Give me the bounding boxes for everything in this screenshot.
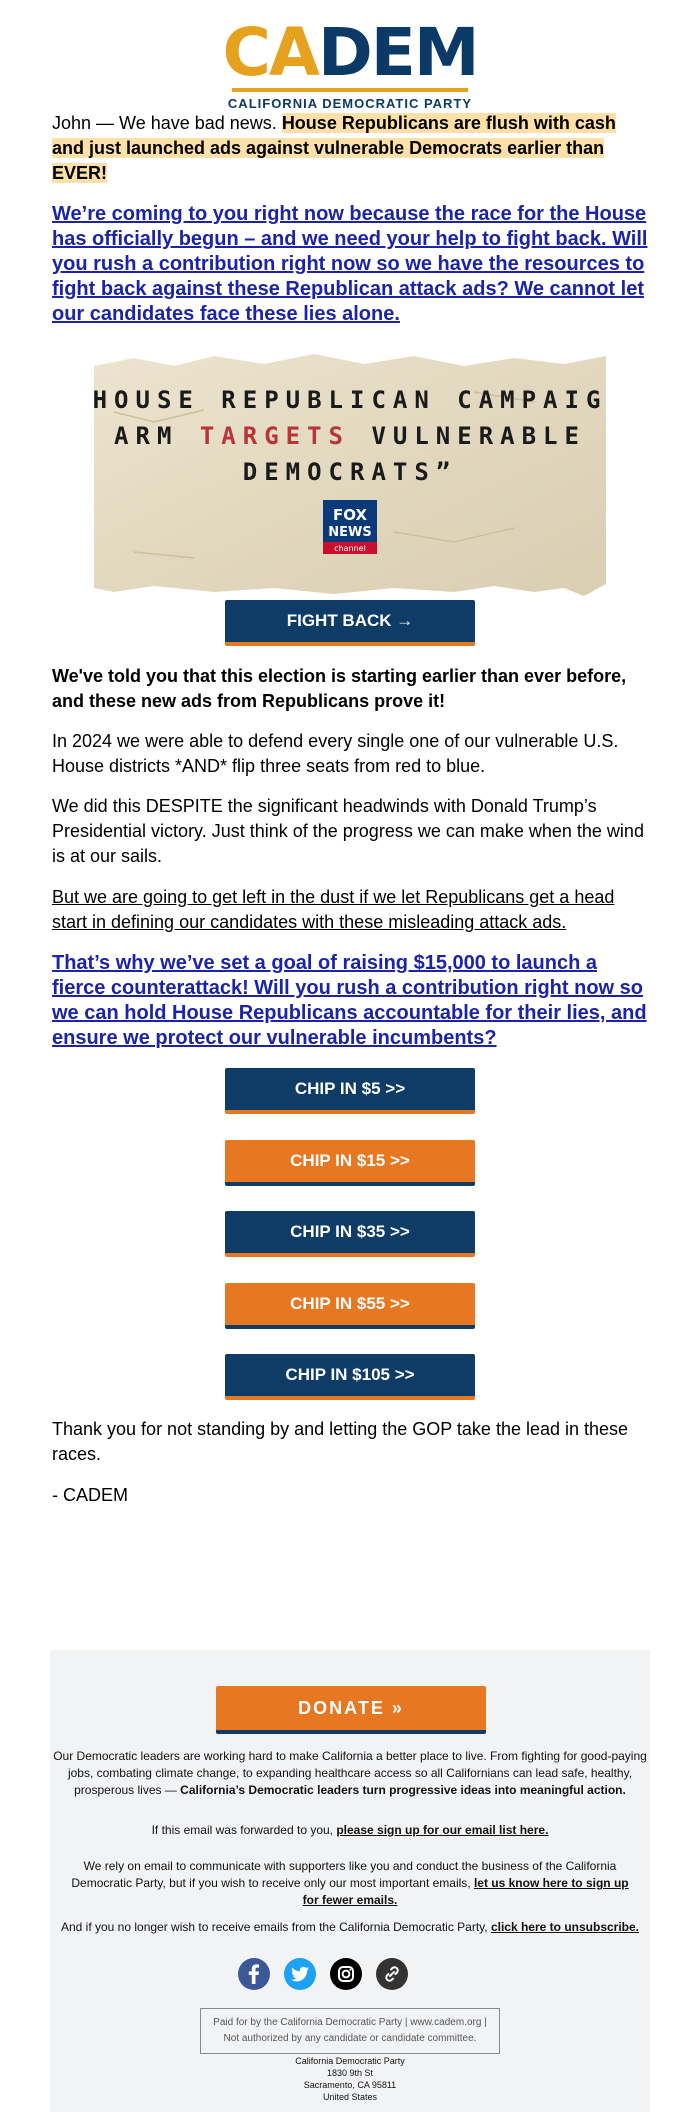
chip-in-15-button[interactable]: CHIP IN $15 >> — [225, 1140, 475, 1186]
link-icon[interactable] — [376, 1958, 408, 1990]
thanks-paragraph: Thank you for not standing by and letting the GOP take the lead in these races. — [52, 1419, 629, 1464]
chip-in-35-button[interactable]: CHIP IN $35 >> — [225, 1211, 475, 1257]
intro-lead: John — We have bad news. — [52, 113, 282, 133]
cadem-logo — [0, 14, 700, 111]
chip-in-55-button[interactable]: CHIP IN $55 >> — [225, 1283, 475, 1329]
logo-subtitle: CALIFORNIA DEMOCRATIC PARTY — [227, 96, 473, 111]
bold-paragraph: We've told you that this election is starting earlier than ever before, and these new ads from Republicans prove it! — [52, 666, 627, 711]
twitter-icon[interactable] — [284, 1958, 316, 1990]
chip-in-105-button[interactable]: CHIP IN $105 >> — [225, 1354, 475, 1400]
fox-news-logo — [323, 500, 377, 554]
donate-link-paragraph-1[interactable]: We’re coming to you right now because the race for the House has officially begun – and we need your help to fight back. Will you rush a contribution right now so we have the resources to fight back against these Republican attack ads? We cannot let our candidates face these lies alone. — [52, 203, 648, 325]
paid-for-disclaimer: Paid for by the California Democratic Party | www.cadem.org | Not authorized by any candidate or candidate committee. — [200, 2008, 500, 2054]
mission-paragraph: Our Democratic leaders are working hard to make California a better place to live. From fighting for good-paying jobs, combating climate change, to expanding healthcare access so all Californians can lead safe, healthy, prosperous lives — California’s Democratic leaders turn progressive ideas into meaningful action. — [53, 1749, 647, 1797]
hero-line-1: “HOUSE REPUBLICAN CAMPAIGN — [94, 386, 606, 414]
intro-highlight: House Republicans are flush with cash and just launched ads against vulnerable Democrats earlier than EVER! — [52, 113, 616, 183]
intro-paragraph — [52, 111, 648, 186]
address-line-2: 1830 9th St — [326, 2068, 374, 2078]
fight-back-button[interactable]: FIGHT BACK → — [225, 600, 475, 646]
paragraph-2024: In 2024 we were able to defend every single one of our vulnerable U.S. House districts *AND* flip three seats from red to blue. — [52, 731, 619, 776]
hero-line-2: ARM TARGETS VULNERABLE — [114, 422, 586, 450]
mission-bold: California’s Democratic leaders turn progressive ideas into meaningful action. — [180, 1783, 626, 1797]
instagram-icon[interactable] — [330, 1958, 362, 1990]
unsubscribe-paragraph: And if you no longer wish to receive emails from the California Democratic Party, click here to unsubscribe. — [60, 1920, 640, 1934]
rely-paragraph: We rely on email to communicate with supporters like you and conduct the business of the California Democratic Party, but if you wish to receive only our most important emails, let us know here to sign up for fewer emails. — [71, 1859, 629, 1907]
forward-paragraph: If this email was forwarded to you, please sign up for our email list here. — [151, 1823, 549, 1837]
fox-news-headline-image[interactable] — [94, 352, 606, 596]
unsubscribe-link[interactable]: click here to unsubscribe. — [490, 1920, 640, 1934]
svg-text:NEWS: NEWS — [328, 525, 372, 540]
footer — [50, 1650, 650, 2112]
svg-text:channel: channel — [334, 544, 366, 553]
hero-line-3: DEMOCRATS” — [242, 458, 458, 486]
paragraph-underlined: But we are going to get left in the dust if we let Republicans get a head start in defining our candidates with these misleading attack ads. — [52, 887, 615, 932]
address-line-4: United States — [322, 2092, 378, 2102]
address-line-3: Sacramento, CA 95811 — [303, 2080, 397, 2090]
signoff: - CADEM — [52, 1485, 128, 1505]
address-line-1: California Democratic Party — [295, 2056, 405, 2066]
donate-button[interactable]: DONATE » — [216, 1686, 486, 1734]
facebook-icon[interactable] — [238, 1958, 270, 1990]
donate-link-paragraph-2[interactable]: That’s why we’ve set a goal of raising $15,000 to launch a fierce counterattack! Will you rush a contribution right now so we can hold House Republicans accountable for their lies, and ensure we protect our vulnerable incumbents? — [52, 952, 647, 1049]
fewer-emails-link[interactable]: let us know here to sign up for fewer emails. — [302, 1876, 629, 1907]
svg-text:FOX: FOX — [332, 506, 368, 524]
logo-wordmark: CADEM — [222, 14, 478, 91]
paragraph-despite: We did this DESPITE the significant headwinds with Donald Trump’s Presidential victory. Just think of the progress we can make when the wind is at our sails. — [52, 796, 644, 866]
chip-in-5-button[interactable]: CHIP IN $5 >> — [225, 1068, 475, 1114]
signup-link[interactable]: please sign up for our email list here. — [336, 1823, 549, 1837]
torn-paper-graphic — [94, 352, 606, 596]
